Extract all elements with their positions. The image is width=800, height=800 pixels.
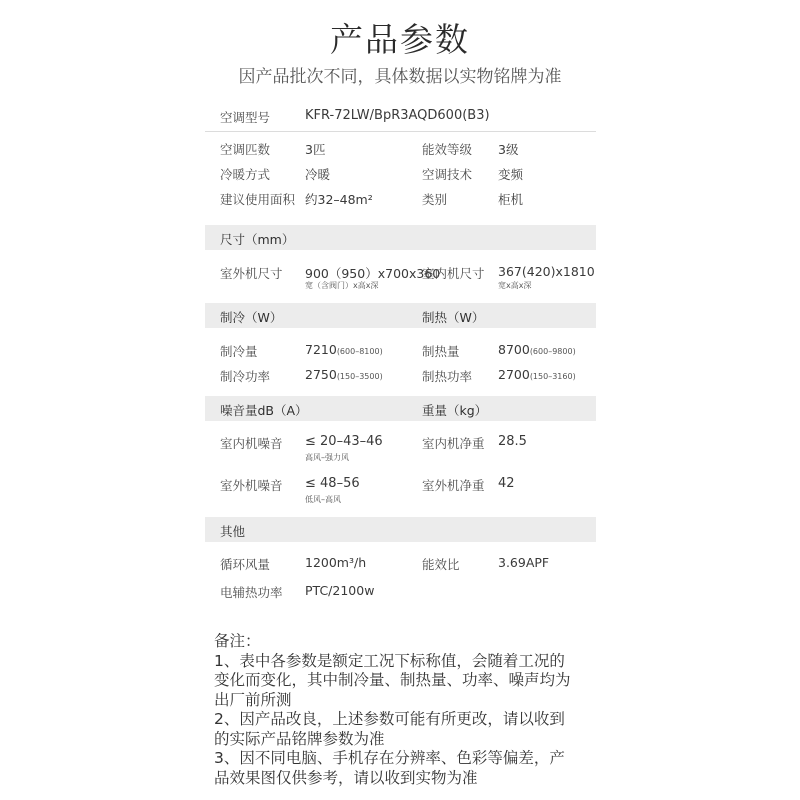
- cool-cap-range: (600–8100): [336, 347, 383, 356]
- tech-value: 变频: [498, 167, 524, 182]
- outdoor-weight-value: 42: [498, 476, 515, 491]
- heater-value: PTC/2100w: [305, 583, 375, 598]
- heat-cap-range: (600–9800): [529, 347, 576, 356]
- notes-line: 的实际产品铭牌参数为准: [214, 729, 385, 748]
- noise-header: 噪音量dB（A）: [220, 403, 308, 418]
- page-title: 产品参数: [330, 20, 470, 59]
- heat-pow-value: 2700: [498, 367, 530, 382]
- area-label: 建议使用面积: [220, 192, 296, 207]
- heat-pow: [498, 367, 576, 382]
- airflow-value: 1200m³/h: [305, 555, 367, 570]
- cool-pow: [305, 367, 383, 382]
- tech-label: 空调技术: [422, 167, 473, 182]
- size-header: 尺寸（mm）: [220, 232, 295, 247]
- mode-value: 冷暖: [305, 167, 331, 182]
- indoor-size-value: 367(420)x1810: [498, 264, 595, 279]
- heat-header: 制热（W）: [422, 310, 485, 325]
- other-header: 其他: [220, 524, 246, 539]
- other-section-header: [205, 517, 596, 542]
- indoor-size-label: 室内机尺寸: [422, 266, 485, 281]
- heat-cap: [498, 342, 576, 357]
- notes-line: 3、因不同电脑、手机存在分辨率、色彩等偏差，产: [214, 749, 565, 767]
- energy-value: 3级: [498, 142, 519, 157]
- indoor-noise-label: 室内机噪音: [220, 436, 283, 451]
- noise-section-header: [205, 396, 596, 421]
- apf-value: 3.69APF: [498, 555, 550, 570]
- model-value: KFR-72LW/BpR3AQD600(B3): [305, 108, 490, 123]
- indoor-weight-label: 室内机净重: [422, 436, 485, 451]
- outdoor-size-note: 宽（含阀门）x高x深: [305, 281, 379, 290]
- power-section-header: [205, 303, 596, 328]
- apf-label: 能效比: [422, 557, 460, 572]
- type-label: 类别: [422, 192, 448, 207]
- notes-line: 品效果图仅供参考，请以收到实物为准: [214, 768, 478, 787]
- outdoor-size-label: 室外机尺寸: [220, 266, 283, 281]
- type-value: 柜机: [498, 192, 524, 207]
- divider: [205, 131, 596, 132]
- airflow-label: 循环风量: [220, 557, 271, 572]
- notes-line: 变化而变化，其中制冷量、制热量、功率、噪声均为: [214, 671, 571, 689]
- outdoor-noise-note: 低风–高风: [305, 495, 341, 504]
- cool-pow-label: 制冷功率: [220, 369, 271, 384]
- outdoor-noise-value: ≤ 48–56: [305, 476, 360, 491]
- energy-label: 能效等级: [422, 142, 473, 157]
- outdoor-weight-label: 室外机净重: [422, 478, 485, 493]
- indoor-noise-note: 高风–强力风: [305, 453, 349, 462]
- page-subtitle: 因产品批次不同，具体数据以实物铭牌为准: [238, 67, 562, 87]
- cool-pow-value: 2750: [305, 367, 337, 382]
- model-label: 空调型号: [220, 110, 271, 125]
- cool-cap-label: 制冷量: [220, 344, 258, 359]
- cool-cap: [305, 342, 383, 357]
- notes-line: 2、因产品改良，上述参数可能有所更改，请以收到: [214, 710, 565, 728]
- indoor-size-note: 宽x高x深: [498, 281, 532, 290]
- capacity-value: 3匹: [305, 142, 326, 157]
- cool-header: 制冷（W）: [220, 310, 283, 325]
- notes-title: 备注：: [214, 632, 261, 650]
- cool-pow-range: (150–3500): [336, 372, 383, 381]
- heat-cap-label: 制热量: [422, 344, 460, 359]
- area-value: 约32–48m²: [305, 192, 373, 207]
- notes-line: 1、表中各参数是额定工况下标称值，会随着工况的: [214, 651, 565, 670]
- outdoor-size-value: 900（950）x700x360: [305, 266, 441, 281]
- outdoor-noise-label: 室外机噪音: [220, 478, 283, 493]
- indoor-noise-value: ≤ 20–43–46: [305, 434, 383, 449]
- heat-pow-range: (150–3160): [529, 372, 576, 381]
- size-section-header: [205, 225, 596, 250]
- indoor-weight-value: 28.5: [498, 434, 527, 449]
- mode-label: 冷暖方式: [220, 167, 271, 182]
- heat-pow-label: 制热功率: [422, 369, 473, 384]
- heater-label: 电辅热功率: [220, 585, 283, 600]
- cool-cap-value: 7210: [305, 342, 337, 357]
- notes-line: 出厂前所测: [214, 690, 292, 709]
- weight-header: 重量（kg）: [422, 403, 488, 418]
- heat-cap-value: 8700: [498, 342, 530, 357]
- notes-block: [214, 632, 594, 788]
- capacity-label: 空调匹数: [220, 142, 271, 157]
